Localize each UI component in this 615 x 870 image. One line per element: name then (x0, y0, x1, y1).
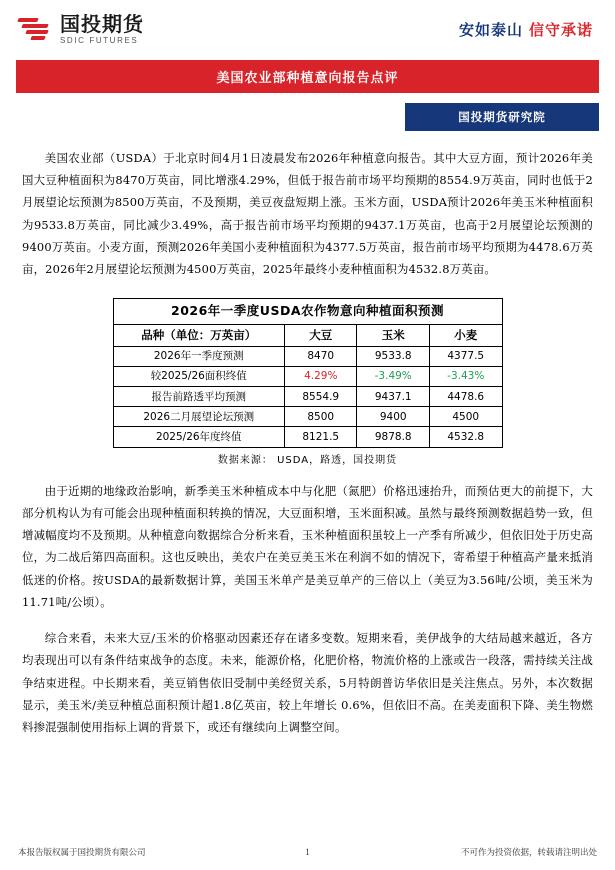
cell-value: 8500 (285, 407, 357, 427)
table-row (113, 407, 502, 427)
table-row (113, 427, 502, 447)
usda-table (113, 298, 503, 447)
table-header-row (113, 325, 502, 347)
brand-text (60, 11, 144, 45)
row-label: 2026年一季度预测 (113, 346, 285, 366)
slogan (459, 19, 597, 40)
table-row (113, 346, 502, 366)
paragraph-3: 综合来看，未来大豆/玉米的价格驱动因素还存在诸多变数。短期来看，美伊战争的大结局越来越近，各方均表现出可以有条件结束战争的态度。未来，能源价格，化肥价格，物流价格的上涨或告一段落，需持续关注战争结束进程。中长期来看，美豆销售依旧受制中美经贸关系，5月特朗普访华依旧是关注焦点。另外，本次数据显示，美玉米/美豆种植总面积预计超1.8亿英亩，较上年增长 0.6%，但依旧不高。在美麦面积下降、美生物燃料掺混强制使用指标上调的背景下，或还有继续向上调整空间。 (22, 631, 593, 734)
row-label: 2026二月展望论坛预测 (113, 407, 285, 427)
cell-value: 4.29% (285, 366, 357, 386)
paragraph-1: 美国农业部（USDA）于北京时间4月1日凌晨发布2026年种植意向报告。其中大豆方面，预计2026年美国大豆种植面积为8470万英亩，同比增涨4.29%，但低于报告前市场平均预期的8554.9万英亩，同时也低于2月展望论坛预测为8500万英亩，不及预期，美豆夜盘短期上涨。玉米方面，USDA预计2026年美玉米种植面积为9533.8万英亩，同比减少3.49%，高于报告前市场平均预期的9437.1万英亩，也高于2月展望论坛预测的9400万英亩。小麦方面，预测2026年美国小麦种植面积为4377.5万英亩，报告前市场平均预期为4478.6万英亩，2026年2月展望论坛预测为4500万英亩，2025年最终小麦种植面积为4532.8万英亩。 (22, 151, 593, 277)
institute-tag: 国投期货研究院 (405, 103, 599, 131)
cell-value: -3.43% (429, 366, 502, 386)
cell-value: 8470 (285, 346, 357, 366)
cell-value: 9878.8 (357, 427, 429, 447)
footer-copyright: 本报告版权属于国投期货有限公司 (18, 848, 146, 858)
row-label: 较2025/26面积终值 (113, 366, 285, 386)
cell-value: 4377.5 (429, 346, 502, 366)
brand-block (18, 11, 144, 45)
cell-value: 9400 (357, 407, 429, 427)
slogan-part1: 安如泰山 (458, 20, 523, 39)
cell-value: -3.49% (357, 366, 429, 386)
institute-row (16, 103, 599, 131)
cell-value: 4532.8 (429, 427, 502, 447)
slogan-part2: 信守承诺 (528, 20, 593, 39)
red-stripes-logo-icon (18, 15, 52, 43)
table-row (113, 387, 502, 407)
cell-value: 8121.5 (285, 427, 357, 447)
row-label: 2025/26年度终值 (113, 427, 285, 447)
table-title: 2026年一季度USDA农作物意向种植面积预测 (113, 299, 502, 325)
footer-disclaimer: 不可作为投资依据，转载请注明出处 (460, 848, 597, 858)
table-title-row (113, 299, 502, 325)
document-footer (0, 846, 615, 858)
cell-value: 9533.8 (357, 346, 429, 366)
cell-value: 8554.9 (285, 387, 357, 407)
report-title: 美国农业部种植意向报告点评 (16, 60, 599, 93)
usda-table-body (113, 299, 502, 447)
document-body (22, 147, 593, 738)
cell-value: 4500 (429, 407, 502, 427)
column-header-0: 品种（单位：万英亩） (113, 325, 285, 347)
document-header (0, 0, 615, 58)
column-header-1: 大豆 (285, 325, 357, 347)
brand-name-cn: 国投期货 (60, 11, 144, 36)
row-label: 报告前路透平均预测 (113, 387, 285, 407)
paragraph-2: 由于近期的地缘政治影响，新季美玉米种植成本中与化肥（氮肥）价格迅速抬升，而预估更大的前提下，大部分机构认为有可能会出现种植面积转换的情况，大豆面积增，玉米面积减。虽然与最终预测数据趋势一致，但增减幅度均不及预期。从种植意向数据综合分析来看，玉米种植面积虽较上一产季有所减少，但依旧处于历史高位，为二战后第四高面积。这也反映出，美农户在美豆美玉米在利润不如的情况下，寄希望于种植高产量来抵消低迷的价格。按USDA的最新数据计算，美国玉米单产是美豆单产的三倍以上（美豆为3.56吨/公顷，美玉米为11.71吨/公顷）。 (22, 483, 593, 609)
table-row (113, 366, 502, 386)
table-source: 数据来源： USDA，路透，国投期货 (217, 454, 398, 466)
cell-value: 4478.6 (429, 387, 502, 407)
cell-value: 9437.1 (357, 387, 429, 407)
column-header-2: 玉米 (357, 325, 429, 347)
brand-name-en: SDIC FUTURES (60, 35, 139, 45)
usda-table-block (113, 298, 503, 465)
column-header-3: 小麦 (429, 325, 502, 347)
page-number: 1 (305, 847, 310, 857)
